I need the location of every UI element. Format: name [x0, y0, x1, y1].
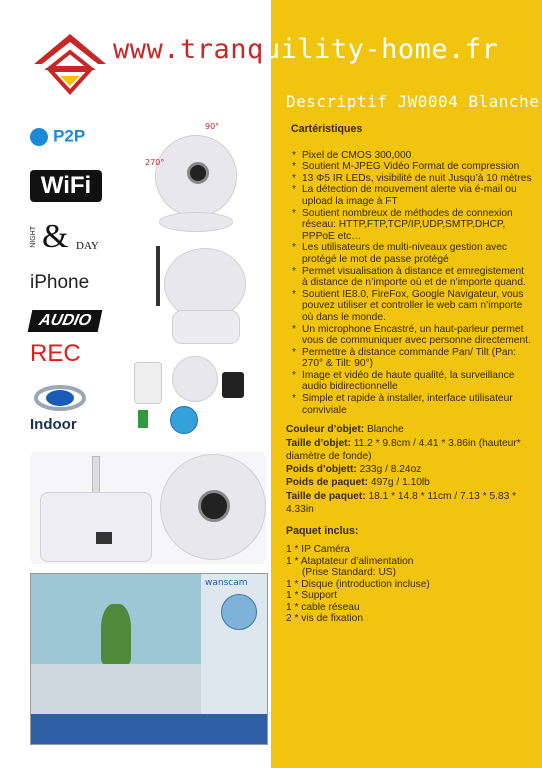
property-key: Taille de paquet:	[286, 490, 366, 502]
camera-closeup-photo	[30, 452, 266, 564]
list-item: * Permet visualisation à distance et emregistement à distance de n’importe où et de n’importe quand.	[292, 266, 532, 289]
software-screenshot	[30, 573, 268, 745]
accessories-photo	[130, 352, 260, 437]
characteristics-title: Cartéristiques	[291, 123, 363, 135]
list-item: 1 * Support	[286, 590, 337, 602]
pan-angle-label: 270°	[145, 158, 165, 167]
site-url	[113, 34, 498, 65]
list-item: * Les utilisateurs de multi-niveaux gestion avec protégé le mot de passe protégé	[292, 242, 532, 265]
list-item: 1 * Disque (introduction incluse)	[286, 578, 430, 590]
property-value: Blanche	[366, 424, 404, 436]
characteristics-list	[286, 150, 532, 417]
list-item: 2 * vis de fixation	[286, 613, 364, 625]
property-key: Poids d’objett:	[286, 464, 357, 476]
audio-label: AUDIO	[37, 312, 93, 329]
wifi-label: WiFi	[40, 172, 92, 199]
list-item: 1 * cable réseau	[286, 601, 360, 613]
property-key: Taille d’objet:	[286, 437, 351, 449]
wanscam-label: wanscam	[205, 578, 248, 588]
cd-disc-icon	[170, 406, 198, 434]
list-item: * Pixel de CMOS 300,000	[292, 150, 532, 162]
property-row	[286, 437, 532, 464]
tilt-angle-label: 90°	[205, 122, 220, 131]
power-adapter	[222, 372, 244, 398]
property-key: Poids de paquet:	[286, 477, 369, 489]
screw-anchors	[138, 410, 148, 428]
ptz-control-pad	[221, 594, 257, 630]
property-row	[286, 463, 532, 476]
indoor-label: Indoor	[30, 416, 77, 433]
list-item: 1 * Ataptateur d’alimentation	[286, 555, 414, 567]
status-bar	[31, 714, 267, 744]
p2p-label: P2P	[53, 126, 86, 146]
list-item: * Un microphone Encastré, un haut-parleur permet vous de communiquer avec personne directement.	[292, 324, 532, 347]
indoor-badge	[30, 384, 110, 432]
video-feed	[31, 574, 201, 714]
property-row	[286, 476, 532, 489]
property-value: 11.2 * 9.8cm / 4.41 * 3.86in (hauteur* diamètre de fonde)	[286, 437, 521, 462]
wifi-badge	[30, 170, 102, 202]
rec-label: REC	[30, 340, 81, 367]
camera-lens	[187, 162, 209, 184]
property-row	[286, 423, 532, 436]
list-item: * Permettre à distance commande Pan/ Tilt (Pan: 270° & Tilt: 90°)	[292, 347, 532, 370]
camera-base	[159, 212, 233, 232]
camera-lens	[198, 490, 230, 522]
globe-icon	[30, 128, 48, 146]
property-value: 18.1 * 14.8 * 11cm / 7.13 * 5.83 * 4.33in	[286, 490, 517, 516]
package-title: Paquet inclus:	[286, 525, 359, 538]
plant	[101, 604, 131, 664]
support-bracket	[134, 362, 162, 404]
list-item: * 13 Φ5 IR LEDs, visibilité de nuit Jusqu’à 10 mètres	[292, 173, 532, 185]
specifications	[286, 124, 532, 625]
rec-badge	[30, 340, 110, 370]
site-url-part-1: www.tranq	[113, 34, 264, 65]
iphone-badge	[30, 272, 110, 298]
list-item: * Soutient nombreux de méthodes de connexion réseau: HTTP,FTP,TCP/IP,UDP,SMTP,DHCP, PPPoE etc…	[292, 208, 532, 243]
antenna	[156, 246, 160, 306]
property-value: 497g / 1.10lb	[370, 477, 430, 489]
properties	[286, 423, 532, 516]
camera-photo-front	[148, 240, 258, 350]
indoor-swirl-icon	[30, 384, 90, 412]
house-logo-icon	[30, 30, 110, 100]
iphone-label: iPhone	[30, 272, 90, 293]
p2p-badge	[30, 126, 110, 150]
ethernet-port	[96, 532, 112, 544]
list-item: * Image et vidéo de haute qualité, la surveillance audio bidirectionnelle	[292, 370, 532, 393]
camera-photo-angles	[135, 120, 260, 235]
list-item: * La détection de mouvement alerte via é-mail ou upload la image à FT	[292, 184, 532, 207]
list-item: (Prise Standard: US)	[302, 567, 396, 579]
property-value: 233g / 8.24oz	[359, 464, 422, 476]
list-item: * Soutient IE8.0, FireFox, Google Navigateur, vous pouvez utiliser et controller le web cam n’importe où dans le monde.	[292, 289, 532, 324]
property-key: Couleur d’objet:	[286, 424, 365, 436]
audio-badge	[28, 310, 103, 332]
camera-base	[172, 310, 240, 344]
day-label: DAY	[76, 240, 99, 252]
camera-back	[40, 492, 152, 562]
list-item: * Soutient M-JPEG Vidéo Format de compression	[292, 161, 532, 173]
list-item: 1 * IP Caméra	[286, 543, 350, 555]
list-item: * Simple et rapide à installer, interface utilisateur conviviale	[292, 393, 532, 416]
package-list	[286, 544, 532, 625]
site-url-part-2: uility-home.fr	[263, 34, 499, 65]
night-day-badge	[30, 218, 110, 262]
camera-mini	[172, 356, 218, 402]
product-subtitle: Descriptif JW0004 Blanche	[286, 92, 540, 111]
property-row	[286, 490, 532, 517]
ampersand-icon: &	[42, 218, 69, 255]
night-label: NIGHT	[30, 226, 37, 248]
desk	[31, 664, 201, 714]
